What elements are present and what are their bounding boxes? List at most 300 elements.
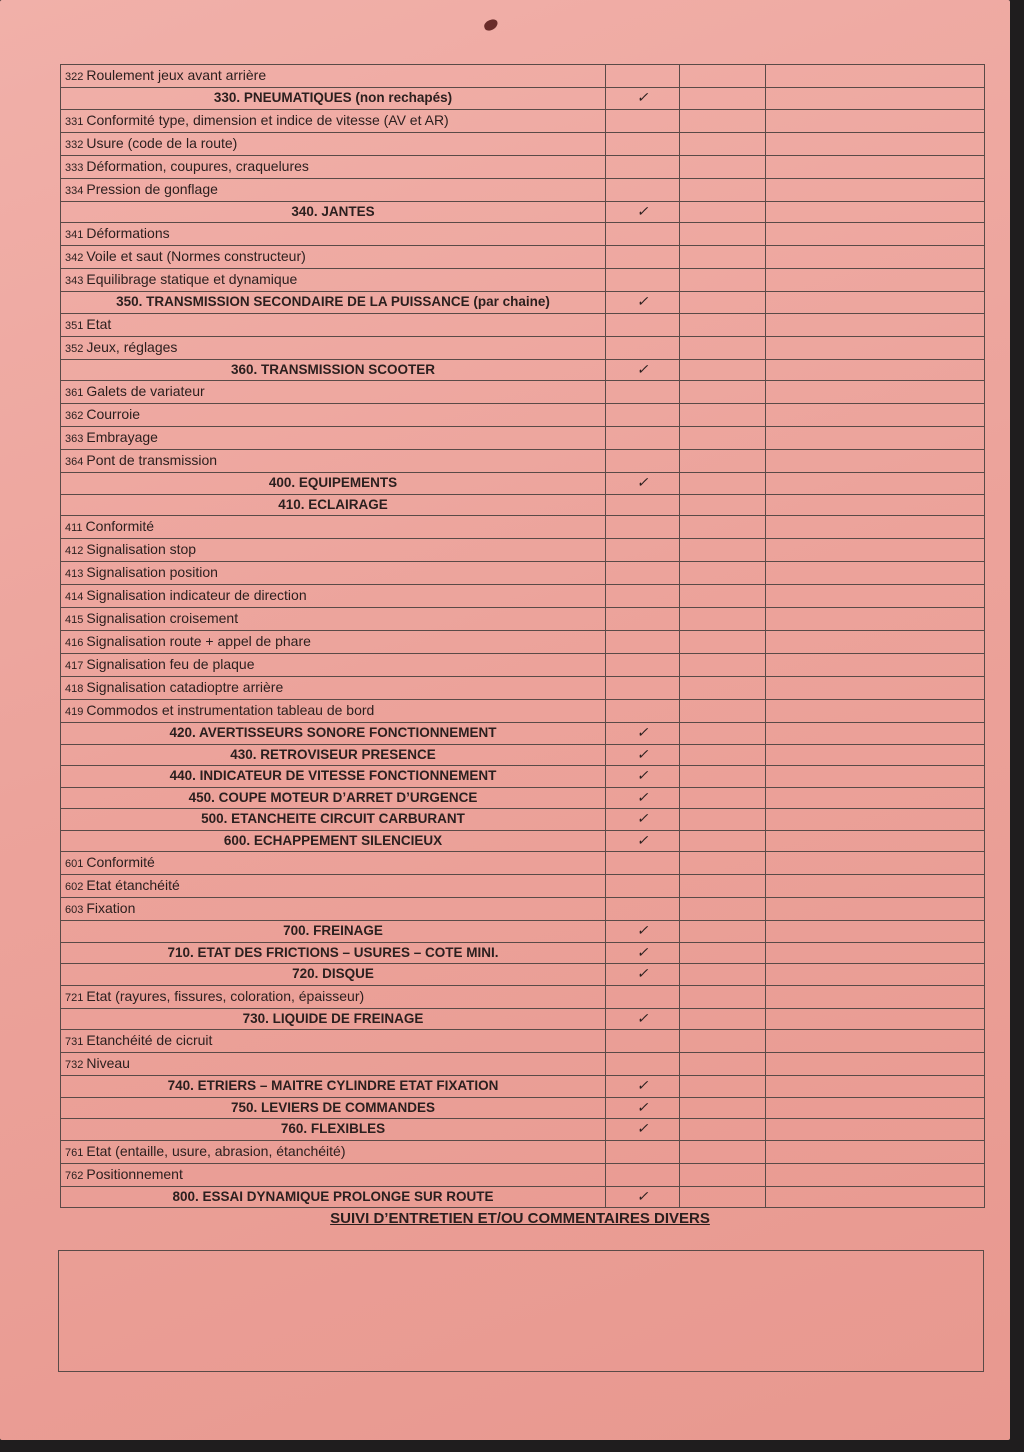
row-label-cell [61, 132, 606, 155]
notes-cell[interactable] [766, 292, 985, 314]
status-cell-2[interactable] [680, 404, 766, 427]
inspection-checklist-table [60, 64, 985, 1208]
section-title: 760. FLEXIBLES [280, 1121, 386, 1137]
row-label-cell [61, 155, 606, 178]
check-cell[interactable] [606, 562, 680, 585]
item-code: 334 [65, 184, 84, 197]
item-label: Jeux, réglages [86, 338, 178, 355]
item-row [61, 1140, 985, 1163]
notes-cell[interactable] [766, 381, 985, 404]
check-cell[interactable] [606, 155, 680, 178]
check-cell[interactable] [606, 65, 680, 88]
check-cell[interactable]: ✓ [606, 201, 680, 223]
section-title: 720. DISQUE [292, 966, 374, 982]
section-title: 730. LIQUIDE DE FREINAGE [242, 1010, 424, 1026]
status-cell-2[interactable] [680, 539, 766, 562]
item-label: Signalisation indicateur de direction [86, 587, 307, 603]
check-cell[interactable]: ✓ [606, 1076, 680, 1098]
status-cell-2[interactable] [680, 223, 766, 246]
status-cell-2[interactable] [680, 132, 766, 155]
item-row [61, 109, 985, 132]
status-cell-2[interactable] [680, 1076, 766, 1098]
check-cell[interactable] [606, 585, 680, 608]
notes-cell[interactable] [766, 246, 985, 269]
row-label-cell [61, 964, 606, 986]
status-cell-2[interactable] [680, 494, 766, 516]
item-code: 341 [65, 229, 84, 241]
section-title: 710. ETAT DES FRICTIONS – USURES – COTE MINI. [167, 944, 499, 960]
section-row [61, 964, 985, 986]
section-title: 700. FREINAGE [283, 923, 383, 939]
check-cell[interactable] [606, 1163, 680, 1186]
check-cell[interactable]: ✓ [606, 473, 680, 495]
check-cell[interactable] [606, 1030, 680, 1053]
check-cell[interactable] [606, 539, 680, 562]
status-cell-2[interactable] [680, 450, 766, 473]
row-label-cell [61, 201, 606, 223]
notes-cell[interactable] [766, 1076, 985, 1098]
check-cell[interactable] [606, 654, 680, 677]
check-cell[interactable] [606, 1053, 680, 1076]
status-cell-2[interactable] [680, 1119, 766, 1141]
check-cell[interactable] [606, 516, 680, 539]
notes-cell[interactable] [766, 494, 985, 516]
item-row [61, 654, 985, 677]
status-cell-2[interactable] [680, 585, 766, 608]
notes-cell[interactable] [766, 359, 985, 381]
status-cell-2[interactable] [680, 898, 766, 921]
status-cell-2[interactable] [680, 201, 766, 223]
row-label-cell [61, 1140, 606, 1163]
status-cell-2[interactable] [680, 1140, 766, 1163]
item-label: Déformations [86, 225, 170, 241]
notes-cell[interactable] [766, 223, 985, 246]
check-cell[interactable] [606, 269, 680, 292]
row-label-cell [61, 985, 606, 1008]
section-title: 400. EQUIPEMENTS [268, 475, 398, 491]
notes-cell[interactable] [766, 985, 985, 1008]
row-label-cell [61, 473, 606, 495]
row-label-cell [61, 1163, 606, 1186]
notes-cell[interactable] [766, 404, 985, 427]
row-label-cell [61, 654, 606, 677]
notes-cell[interactable] [766, 516, 985, 539]
check-cell[interactable] [606, 700, 680, 723]
check-cell[interactable] [606, 404, 680, 427]
section-row [61, 292, 985, 314]
section-title: 450. COUPE MOTEUR D’ARRET D’URGENCE [188, 789, 478, 805]
item-row [61, 608, 985, 631]
notes-cell[interactable] [766, 1097, 985, 1119]
status-cell-2[interactable] [680, 700, 766, 723]
row-label-cell [61, 942, 606, 964]
item-code: 333 [65, 161, 84, 174]
row-label-cell [61, 381, 606, 404]
row-label-cell [61, 608, 606, 631]
notes-cell[interactable] [766, 585, 985, 608]
notes-cell[interactable] [766, 744, 985, 766]
notes-cell[interactable] [766, 677, 985, 700]
item-code: 342 [65, 252, 84, 264]
section-row [61, 494, 985, 516]
item-code: 603 [65, 904, 84, 916]
notes-cell[interactable] [766, 201, 985, 223]
row-label-cell [61, 246, 606, 269]
check-cell[interactable] [606, 223, 680, 246]
section-title: 750. LEVIERS DE COMMANDES [230, 1099, 436, 1115]
row-label-cell [61, 852, 606, 875]
item-row [61, 1030, 985, 1053]
row-label-cell [61, 109, 606, 132]
notes-cell[interactable] [766, 155, 985, 178]
row-label-cell [61, 539, 606, 562]
item-label: Etat [86, 315, 112, 332]
row-label-cell [61, 269, 606, 292]
check-cell[interactable] [606, 852, 680, 875]
item-row [61, 631, 985, 654]
notes-cell[interactable] [766, 88, 985, 110]
row-label-cell [61, 313, 606, 336]
item-label: Signalisation feu de plaque [86, 656, 255, 672]
check-cell[interactable] [606, 631, 680, 654]
row-label-cell [61, 292, 606, 314]
notes-cell[interactable] [766, 830, 985, 852]
item-label: Déformation, coupures, craquelures [86, 157, 309, 174]
item-label: Etat (rayures, fissures, coloration, épaisseur) [86, 987, 365, 1004]
section-title: 430. RETROVISEUR PRESENCE [230, 746, 436, 762]
row-label-cell [61, 585, 606, 608]
section-title: 600. ECHAPPEMENT SILENCIEUX [223, 832, 443, 848]
notes-cell[interactable] [766, 787, 985, 809]
row-label-cell [61, 1186, 606, 1208]
status-cell-2[interactable] [680, 830, 766, 852]
notes-cell[interactable] [766, 1053, 985, 1076]
check-cell[interactable]: ✓ [606, 766, 680, 788]
notes-cell[interactable] [766, 1163, 985, 1186]
status-cell-2[interactable] [680, 313, 766, 336]
item-row [61, 313, 985, 336]
check-cell[interactable] [606, 450, 680, 473]
status-cell-2[interactable] [680, 723, 766, 745]
check-cell[interactable] [606, 109, 680, 132]
check-cell[interactable]: ✓ [606, 744, 680, 766]
section-row [61, 359, 985, 381]
status-cell-2[interactable] [680, 852, 766, 875]
item-label: Roulement jeux avant arrière [86, 67, 267, 83]
status-cell-2[interactable] [680, 381, 766, 404]
check-cell[interactable] [606, 132, 680, 155]
notes-cell[interactable] [766, 473, 985, 495]
row-label-cell [61, 677, 606, 700]
check-cell[interactable] [606, 381, 680, 404]
status-cell-2[interactable] [680, 766, 766, 788]
section-row [61, 787, 985, 809]
item-code: 352 [65, 342, 84, 355]
item-label: Positionnement [86, 1165, 183, 1182]
notes-cell[interactable] [766, 109, 985, 132]
notes-cell[interactable] [766, 700, 985, 723]
item-code: 362 [65, 410, 84, 422]
check-cell[interactable] [606, 985, 680, 1008]
section-row [61, 201, 985, 223]
notes-cell[interactable] [766, 562, 985, 585]
checklist-body [61, 65, 985, 1208]
item-row [61, 585, 985, 608]
status-cell-2[interactable] [680, 269, 766, 292]
status-cell-2[interactable] [680, 985, 766, 1008]
notes-cell[interactable] [766, 178, 985, 201]
notes-cell[interactable] [766, 1140, 985, 1163]
check-cell[interactable] [606, 246, 680, 269]
status-cell-2[interactable] [680, 809, 766, 831]
row-label-cell [61, 1008, 606, 1030]
section-row [61, 1119, 985, 1141]
notes-cell[interactable] [766, 898, 985, 921]
item-code: 602 [65, 881, 84, 893]
item-label: Signalisation stop [86, 541, 197, 557]
check-cell[interactable] [606, 313, 680, 336]
check-cell[interactable] [606, 1140, 680, 1163]
status-cell-2[interactable] [680, 677, 766, 700]
row-label-cell [61, 809, 606, 831]
item-label: Conformité type, dimension et indice de vitesse (AV et AR) [86, 111, 449, 128]
status-cell-2[interactable] [680, 964, 766, 986]
check-cell[interactable]: ✓ [606, 942, 680, 964]
check-cell[interactable]: ✓ [606, 964, 680, 986]
notes-cell[interactable] [766, 942, 985, 964]
item-code: 363 [65, 433, 84, 445]
item-code: 732 [65, 1059, 84, 1071]
check-cell[interactable]: ✓ [606, 830, 680, 852]
item-row [61, 677, 985, 700]
status-cell-2[interactable] [680, 1097, 766, 1119]
row-label-cell [61, 921, 606, 943]
item-label: Usure (code de la route) [86, 134, 238, 151]
status-cell-2[interactable] [680, 942, 766, 964]
check-cell[interactable]: ✓ [606, 787, 680, 809]
check-cell[interactable]: ✓ [606, 1008, 680, 1030]
section-row [61, 744, 985, 766]
row-label-cell [61, 178, 606, 201]
notes-cell[interactable] [766, 964, 985, 986]
status-cell-2[interactable] [680, 109, 766, 132]
row-label-cell [61, 1097, 606, 1119]
row-label-cell [61, 631, 606, 654]
item-row [61, 336, 985, 359]
item-row [61, 269, 985, 292]
status-cell-2[interactable] [680, 292, 766, 314]
item-row [61, 246, 985, 269]
item-code: 332 [65, 138, 84, 151]
notes-cell[interactable] [766, 1008, 985, 1030]
notes-cell[interactable] [766, 631, 985, 654]
check-cell[interactable]: ✓ [606, 921, 680, 943]
item-row [61, 875, 985, 898]
status-cell-2[interactable] [680, 1163, 766, 1186]
status-cell-2[interactable] [680, 1186, 766, 1208]
row-label-cell [61, 65, 606, 88]
status-cell-2[interactable] [680, 427, 766, 450]
item-label: Niveau [86, 1055, 130, 1071]
row-label-cell [61, 830, 606, 852]
section-title: 350. TRANSMISSION SECONDAIRE DE LA PUISSANCE (par chaine) [116, 294, 550, 310]
check-cell[interactable] [606, 898, 680, 921]
status-cell-2[interactable] [680, 65, 766, 88]
row-label-cell [61, 494, 606, 516]
item-label: Fixation [86, 900, 136, 916]
row-label-cell [61, 787, 606, 809]
check-cell[interactable] [606, 336, 680, 359]
comments-box[interactable] [58, 1250, 984, 1372]
status-cell-2[interactable] [680, 516, 766, 539]
row-label-cell [61, 562, 606, 585]
notes-cell[interactable] [766, 1030, 985, 1053]
item-row [61, 539, 985, 562]
row-label-cell [61, 723, 606, 745]
item-row [61, 898, 985, 921]
notes-cell[interactable] [766, 427, 985, 450]
status-cell-2[interactable] [680, 155, 766, 178]
status-cell-2[interactable] [680, 654, 766, 677]
item-code: 412 [65, 545, 84, 557]
item-label: Embrayage [86, 429, 158, 445]
section-row [61, 1186, 985, 1208]
check-cell[interactable]: ✓ [606, 1186, 680, 1208]
item-code: 322 [65, 71, 84, 83]
check-cell[interactable]: ✓ [606, 1119, 680, 1141]
section-title: 410. ECLAIRAGE [278, 496, 388, 512]
check-cell[interactable]: ✓ [606, 809, 680, 831]
status-cell-2[interactable] [680, 787, 766, 809]
notes-cell[interactable] [766, 1186, 985, 1208]
section-row [61, 942, 985, 964]
section-title: 440. INDICATEUR DE VITESSE FONCTIONNEMENT [169, 768, 497, 784]
check-cell[interactable]: ✓ [606, 88, 680, 110]
notes-cell[interactable] [766, 132, 985, 155]
check-cell[interactable] [606, 608, 680, 631]
row-label-cell [61, 744, 606, 766]
item-code: 601 [65, 858, 84, 870]
item-code: 411 [65, 522, 83, 534]
status-cell-2[interactable] [680, 921, 766, 943]
status-cell-2[interactable] [680, 562, 766, 585]
status-cell-2[interactable] [680, 178, 766, 201]
item-code: 414 [65, 591, 84, 603]
item-row [61, 381, 985, 404]
check-cell[interactable] [606, 178, 680, 201]
item-label: Etanchéité de cicruit [86, 1032, 213, 1048]
item-label: Equilibrage statique et dynamique [86, 271, 298, 287]
row-label-cell [61, 1030, 606, 1053]
check-cell[interactable]: ✓ [606, 723, 680, 745]
row-label-cell [61, 359, 606, 381]
staple-mark [483, 18, 500, 32]
row-label-cell [61, 336, 606, 359]
item-code: 761 [65, 1146, 84, 1159]
notes-cell[interactable] [766, 809, 985, 831]
notes-cell[interactable] [766, 654, 985, 677]
section-title: 740. ETRIERS – MAITRE CYLINDRE ETAT FIXATION [167, 1078, 499, 1094]
status-cell-2[interactable] [680, 744, 766, 766]
notes-cell[interactable] [766, 608, 985, 631]
notes-cell[interactable] [766, 336, 985, 359]
notes-cell[interactable] [766, 921, 985, 943]
status-cell-2[interactable] [680, 1030, 766, 1053]
check-cell[interactable] [606, 427, 680, 450]
item-label: Signalisation position [86, 564, 218, 580]
status-cell-2[interactable] [680, 631, 766, 654]
item-code: 361 [65, 387, 84, 399]
row-label-cell [61, 450, 606, 473]
item-row [61, 562, 985, 585]
notes-cell[interactable] [766, 65, 985, 88]
status-cell-2[interactable] [680, 359, 766, 381]
notes-cell[interactable] [766, 852, 985, 875]
status-cell-2[interactable] [680, 336, 766, 359]
item-row [61, 178, 985, 201]
section-row [61, 88, 985, 110]
check-cell[interactable]: ✓ [606, 1097, 680, 1119]
section-row [61, 1097, 985, 1119]
row-label-cell [61, 516, 606, 539]
section-title: 500. ETANCHEITE CIRCUIT CARBURANT [201, 811, 465, 827]
row-label-cell [61, 427, 606, 450]
check-cell[interactable] [606, 494, 680, 516]
status-cell-2[interactable] [680, 1053, 766, 1076]
item-code: 418 [65, 683, 84, 695]
notes-cell[interactable] [766, 875, 985, 898]
item-code: 364 [65, 456, 84, 468]
item-code: 343 [65, 275, 84, 287]
section-row [61, 921, 985, 943]
status-cell-2[interactable] [680, 246, 766, 269]
check-cell[interactable] [606, 875, 680, 898]
row-label-cell [61, 1119, 606, 1141]
item-code: 416 [65, 637, 84, 649]
notes-cell[interactable] [766, 269, 985, 292]
item-label: Courroie [86, 406, 141, 422]
notes-cell[interactable] [766, 539, 985, 562]
item-label: Signalisation route + appel de phare [86, 633, 311, 649]
section-row [61, 1076, 985, 1098]
item-row [61, 404, 985, 427]
notes-cell[interactable] [766, 450, 985, 473]
item-row [61, 132, 985, 155]
notes-cell[interactable] [766, 313, 985, 336]
status-cell-2[interactable] [680, 608, 766, 631]
item-label: Voile et saut (Normes constructeur) [86, 248, 306, 264]
status-cell-2[interactable] [680, 473, 766, 495]
item-label: Signalisation catadioptre arrière [86, 679, 284, 695]
status-cell-2[interactable] [680, 88, 766, 110]
notes-cell[interactable] [766, 1119, 985, 1141]
check-cell[interactable] [606, 677, 680, 700]
section-title: 330. PNEUMATIQUES (non rechapés) [213, 90, 453, 106]
notes-cell[interactable] [766, 723, 985, 745]
row-label-cell [61, 700, 606, 723]
status-cell-2[interactable] [680, 875, 766, 898]
item-row [61, 1163, 985, 1186]
check-cell[interactable]: ✓ [606, 292, 680, 314]
item-row [61, 516, 985, 539]
notes-cell[interactable] [766, 766, 985, 788]
check-cell[interactable]: ✓ [606, 359, 680, 381]
section-title: 420. AVERTISSEURS SONORE FONCTIONNEMENT [169, 725, 497, 741]
item-label: Etat (entaille, usure, abrasion, étanchéité) [86, 1142, 346, 1159]
status-cell-2[interactable] [680, 1008, 766, 1030]
section-title: 800. ESSAI DYNAMIQUE PROLONGE SUR ROUTE [172, 1188, 494, 1204]
item-row [61, 65, 985, 88]
